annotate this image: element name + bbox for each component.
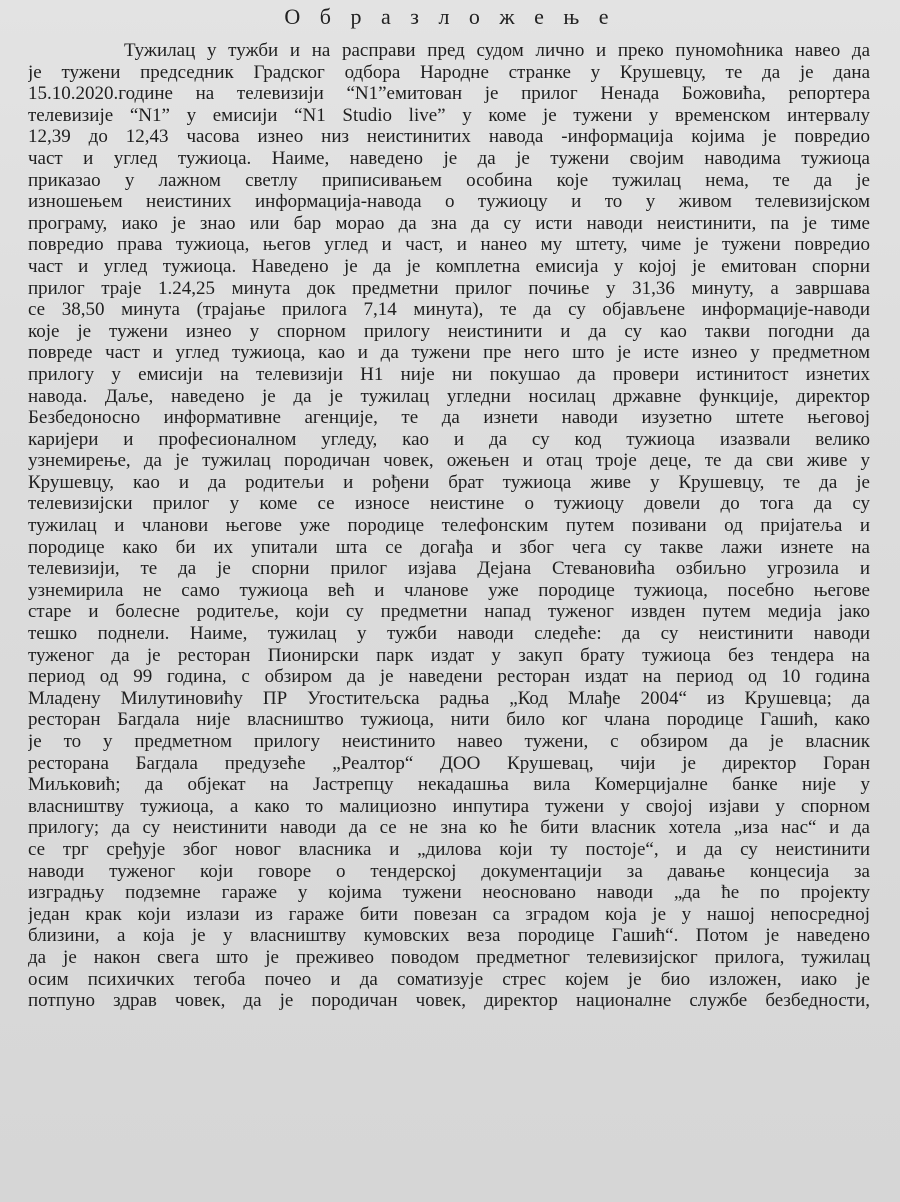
body-line: прилогу у емисији на телевизији Н1 није ни покушао да провери истинитост изнетих — [28, 363, 870, 385]
body-line: је тужени председник Градског одбора Народне странке у Крушевцу, те да је дана — [28, 61, 870, 83]
body-line: је то у предметном прилогу неистинито навео тужени, с обзиром да је власник — [28, 731, 870, 752]
body-line: тужилац и чланови његове уже породице телефонским путем позивани од пријатеља и — [28, 515, 870, 537]
body-line: старе и болесне родитеље, који су предметни напад туженог извден путем медија јако — [28, 601, 870, 623]
body-line: наводи туженог који говоре о тендерској документацији за давање концесија за — [28, 860, 870, 882]
body-line: се трг сређује због новог власника и „дилова који ту постоје“, и да су неистинити — [28, 838, 870, 860]
body-line: изградњу подземне гараже у којима тужени неосновано наводи „да ће по пројекту — [28, 882, 870, 904]
body-line: част и углед тужиоца. Наведено је да је комплетна емисија у којој је емитован спорни — [28, 255, 870, 277]
body-line: да је након свега што је преживео поводом предметног телевизијског прилога, тужилац — [28, 946, 870, 968]
body-line: част и углед тужиоца. Наиме, наведено је да је тужени својим наводима тужиоца — [28, 147, 870, 169]
body-line: приказао у лажном светлу приписивањем особина које тужилац нема, те да је — [28, 169, 870, 191]
body-line: телевизије “N1” у емисији “N1 Studio live” у коме је тужени у временском интервалу — [28, 104, 870, 126]
body-line: прилогу; да су неистинити наводи да се не зна ко ће бити власник хотела „иза нас“ и да — [28, 817, 870, 839]
body-line: ресторан Багдала није власништво тужиоца, нити било ког члана породице Гашић, како — [28, 709, 870, 731]
body-line: програму, иако је знао или бар морао да зна да су исти наводи неистинити, па је тиме — [28, 212, 870, 234]
body-line: узнемирила не само тужиоца већ и чланове уже породице тужиоца, посебно његове — [28, 579, 870, 601]
body-line: Миљковић; да објекат на Јастрепцу некадашња вила Комерцијалне банке није у — [28, 774, 870, 796]
body-line: близини, а која је у власништву кумовских веза породице Гашић“. Потом је наведено — [28, 925, 870, 947]
body-line: узнемирење, да је тужилац породичан човек, ожењен и отац троје деце, те да сви живе у — [28, 450, 870, 472]
body-line: период од 99 година, с обзиром да је наведени ресторан издат на период од 10 година — [28, 666, 870, 688]
body-line: један крак који излази из гараже бити повезан са зградом која је у нашој непосредној — [28, 903, 870, 925]
body-line: породице како би их упитали шта се догађа и због чега су такве лажи изнете на — [28, 536, 870, 558]
body-line: које је тужени изнео у спорном прилогу неистинити и да су као такви погодни да — [28, 320, 870, 342]
body-line: изношењем неистиних информација-навода о тужиоцу и то у живом телевизијском — [28, 191, 870, 213]
document-body — [28, 40, 870, 1012]
body-line: каријери и професионалном угледу, као и да су код тужиоца изазвали велико — [28, 428, 870, 450]
body-line: власништву тужиоца, а како то малициозно инпутира тужени у својој изјави у спорном — [28, 795, 870, 817]
body-line: ресторана Багдала предузеће „Реалтор“ ДОО Крушевац, чији је директор Горан — [28, 752, 870, 774]
body-line: Младену Милутиновићу ПР Угоститељска радња „Код Млађе 2004“ из Крушевца; да — [28, 687, 870, 709]
body-line: осим психичких тегоба почео и да соматизује стрес којем је био изложен, иако је — [28, 968, 870, 990]
body-line: потпуно здрав човек, да је породичан човек, директор националне службе безбедности, — [28, 990, 870, 1012]
body-line: се 38,50 минута (трајање прилога 7,14 минута), те да су објављене информације-наводи — [28, 299, 870, 321]
body-line: тешко поднели. Наиме, тужилац у тужби наводи следеће: да су неистинити наводи — [28, 623, 870, 645]
body-line: повредио права тужиоца, његов углед и част, и нанео му штету, чиме је тужени повредио — [28, 234, 870, 256]
body-line: прилог траје 1.24,25 минута док предметни прилог почиње у 31,36 минуту, а завршава — [28, 277, 870, 299]
body-line: Крушевцу, као и да родитељи и рођени брат тужиоца живе у Крушевцу, те да је — [28, 471, 870, 493]
body-line: туженог да је ресторан Пионирски парк издат у закуп брату тужиоца без тендера на — [28, 644, 870, 666]
body-line: 15.10.2020.године на телевизији “N1”емитован је прилог Ненада Божовића, репортера — [28, 83, 870, 105]
body-line: телевизији, те да је спорни прилог изјава Дејана Стевановића озбиљно угрозила и — [28, 558, 870, 580]
body-line: навода. Даље, наведено је да је тужилац угледни носилац државне функције, директор — [28, 385, 870, 407]
document-heading: О б р а з л о ж е њ е — [284, 4, 616, 29]
body-line: 12,39 до 12,43 часова изнео низ неистинитих навода -информација којима је повредио — [28, 126, 870, 148]
body-line: повреде част и углед тужиоца, као и да тужени пре него што је исте изнео у предметном — [28, 342, 870, 364]
body-line: телевизијски прилог у коме се износе неистине о тужиоцу довели до тога да су — [28, 493, 870, 515]
body-line: Безбедоносно информативне агенције, те да изнети наводи изузетно штете његовој — [28, 407, 870, 429]
body-line: Тужилац у тужби и на расправи пред судом лично и преко пуномоћника навео да — [124, 40, 870, 61]
